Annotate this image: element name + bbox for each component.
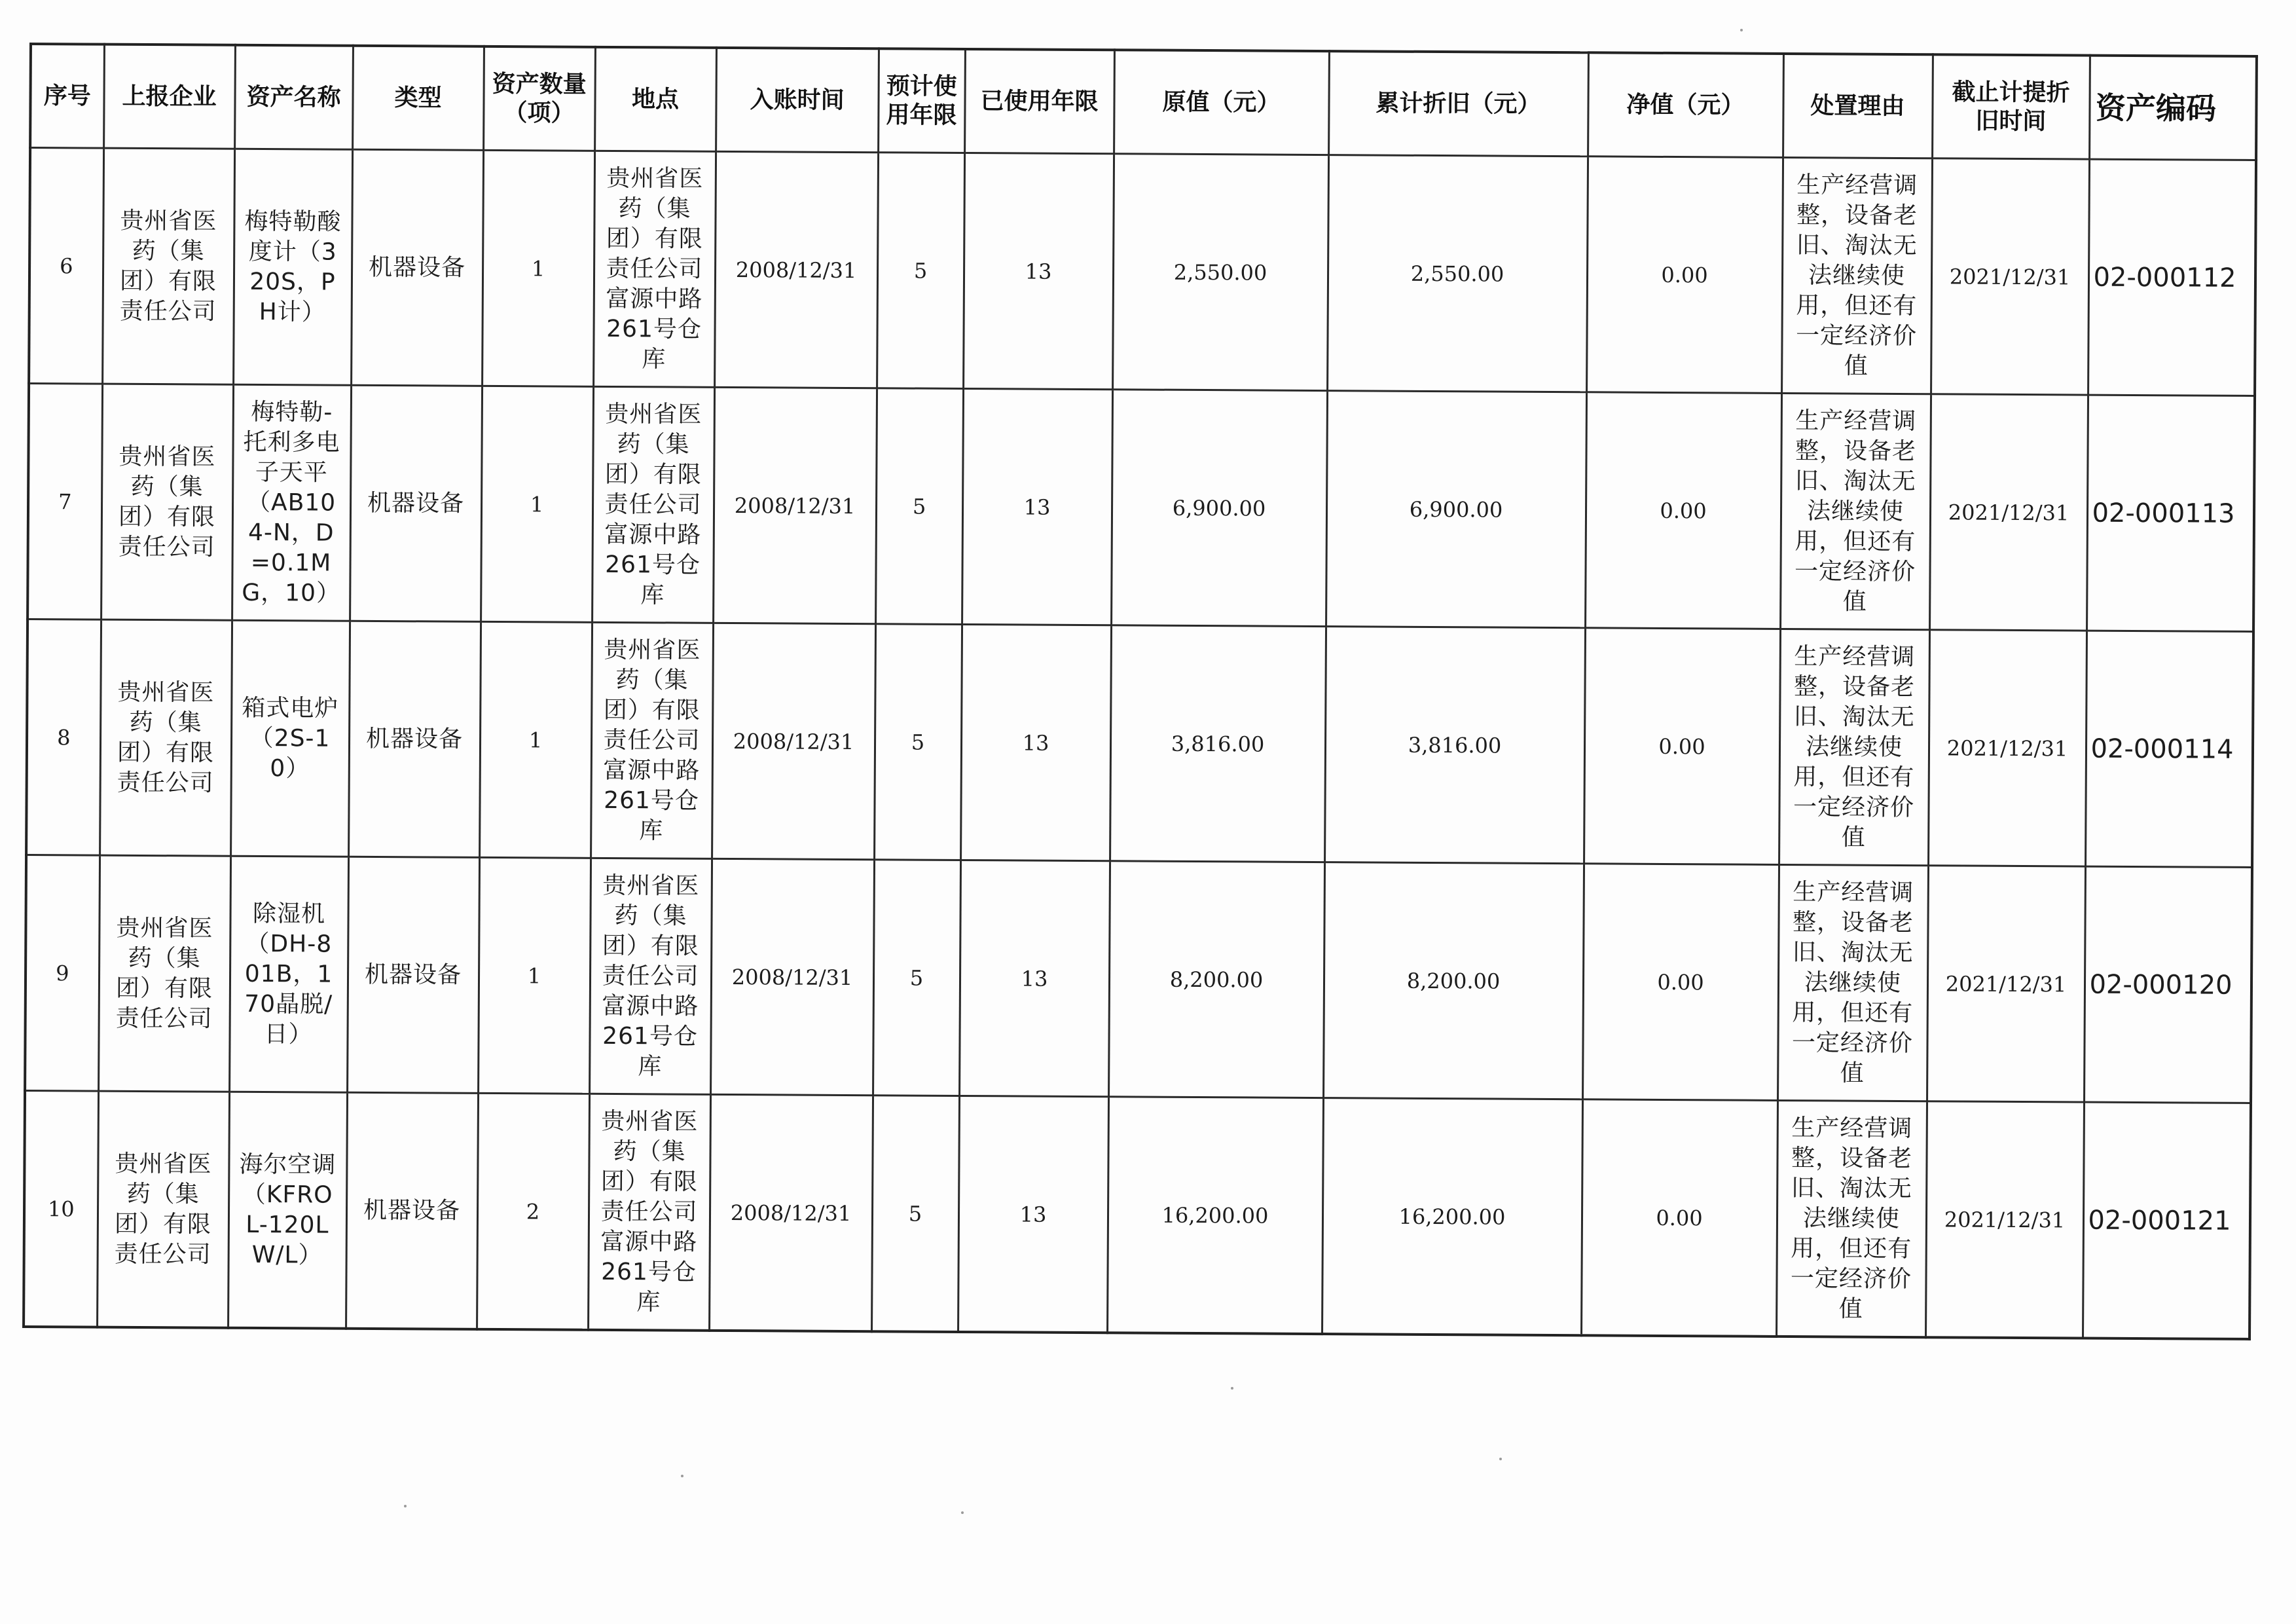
cell-original-value: 6,900.00 [1111,390,1327,627]
header-seq: 序号 [30,44,104,148]
cell-accumulated-depreciation: 16,200.00 [1322,1098,1582,1336]
header-disposal-reason: 处置理由 [1783,54,1933,158]
cell-original-value: 3,816.00 [1110,625,1326,862]
cell-asset-name: 海尔空调（KFROL-120LW/L） [228,1092,347,1328]
cell-seq: 6 [29,148,103,384]
cell-seq: 10 [24,1090,98,1327]
cell-booking-date: 2008/12/31 [710,858,874,1095]
cell-quantity: 1 [478,857,591,1094]
cell-original-value: 16,200.00 [1107,1097,1323,1334]
cell-used-years: 13 [958,1096,1108,1333]
header-type: 类型 [352,46,484,151]
cell-type: 机器设备 [348,621,481,857]
cell-asset-code: 02-000112 [2088,159,2256,396]
cell-accumulated-depreciation: 6,900.00 [1326,391,1586,628]
cell-asset-code: 02-000114 [2085,631,2253,867]
cell-asset-name: 梅特勒酸度计（320S，PH计） [233,149,352,385]
cell-booking-date: 2008/12/31 [713,387,877,623]
scan-speck [1499,1458,1502,1460]
cell-used-years: 13 [960,624,1111,860]
cell-disposal-reason: 生产经营调整，设备老旧、淘汰无法继续使用，但还有一定经济价值 [1779,629,1929,865]
cell-expected-life: 5 [875,388,963,625]
header-asset-name: 资产名称 [234,45,353,150]
cell-company: 贵州省医药（集团）有限责任公司 [100,619,232,856]
cell-depreciation-end: 2021/12/31 [1928,630,2086,866]
cell-accumulated-depreciation: 3,816.00 [1324,627,1585,864]
cell-seq: 7 [27,384,102,620]
cell-expected-life: 5 [877,153,964,389]
cell-asset-name: 梅特勒-托利多电子天平（AB104-N，D=0.1MG，10） [232,384,351,621]
cell-booking-date: 2008/12/31 [712,623,875,859]
cell-asset-code: 02-000121 [2083,1102,2251,1339]
cell-quantity: 1 [479,621,592,858]
table-row [25,855,2252,1103]
scan-speck [961,1511,964,1514]
cell-disposal-reason: 生产经营调整，设备老旧、淘汰无法继续使用，但还有一定经济价值 [1780,393,1931,629]
cell-company: 贵州省医药（集团）有限责任公司 [101,384,233,620]
cell-expected-life: 5 [873,860,960,1096]
scan-speck [681,1475,683,1477]
cell-accumulated-depreciation: 8,200.00 [1323,862,1584,1099]
cell-location: 贵州省医药（集团）有限责任公司富源中路261号仓库 [588,1094,710,1331]
cell-location: 贵州省医药（集团）有限责任公司富源中路261号仓库 [593,151,716,387]
header-accumulated-depreciation: 累计折旧（元） [1328,51,1588,157]
cell-depreciation-end: 2021/12/31 [1925,1101,2084,1338]
cell-booking-date: 2008/12/31 [709,1094,873,1331]
cell-type: 机器设备 [351,149,483,386]
cell-net-value: 0.00 [1581,1099,1777,1337]
cell-depreciation-end: 2021/12/31 [1931,158,2089,395]
asset-disposal-table [22,43,2258,1340]
cell-disposal-reason: 生产经营调整，设备老旧、淘汰无法继续使用，但还有一定经济价值 [1781,157,1932,394]
header-net-value: 净值（元） [1588,52,1783,157]
cell-quantity: 1 [481,386,593,622]
scan-speck [404,1505,407,1507]
cell-net-value: 0.00 [1582,864,1779,1101]
cell-original-value: 8,200.00 [1108,861,1324,1098]
table-row [24,1090,2251,1338]
cell-asset-name: 除湿机（DH-801B，170晶脱/日） [229,856,348,1092]
asset-disposal-sheet [22,43,2255,1340]
table-row [29,148,2256,396]
cell-net-value: 0.00 [1586,157,1783,394]
table-row [27,384,2255,632]
header-depreciation-end: 截止计提折 旧时间 [1932,54,2090,159]
scan-speck [1231,1387,1233,1390]
cell-depreciation-end: 2021/12/31 [1929,394,2088,631]
scan-speck [1740,29,1743,31]
cell-company: 贵州省医药（集团）有限责任公司 [98,855,230,1092]
header-expected-life: 预计使 用年限 [878,48,965,153]
cell-seq: 8 [26,619,101,855]
cell-quantity: 1 [482,150,594,386]
cell-original-value: 2,550.00 [1112,154,1328,391]
header-booking-date: 入账时间 [716,48,879,153]
cell-expected-life: 5 [871,1096,959,1332]
cell-disposal-reason: 生产经营调整，设备老旧、淘汰无法继续使用，但还有一定经济价值 [1776,1100,1927,1337]
cell-net-value: 0.00 [1585,392,1781,629]
cell-type: 机器设备 [350,385,482,621]
cell-depreciation-end: 2021/12/31 [1927,866,2085,1102]
cell-used-years: 13 [963,153,1114,389]
header-company: 上报企业 [103,45,235,149]
cell-type: 机器设备 [347,857,479,1093]
cell-disposal-reason: 生产经营调整，设备老旧、淘汰无法继续使用，但还有一定经济价值 [1777,864,1928,1101]
cell-location: 贵州省医药（集团）有限责任公司富源中路261号仓库 [591,622,713,858]
cell-asset-code: 02-000120 [2084,866,2252,1103]
cell-used-years: 13 [962,388,1112,625]
cell-booking-date: 2008/12/31 [714,151,878,388]
cell-asset-code: 02-000113 [2086,395,2255,631]
cell-type: 机器设备 [346,1092,478,1329]
header-row [30,44,2257,160]
cell-used-years: 13 [959,860,1110,1096]
cell-net-value: 0.00 [1584,628,1780,865]
cell-asset-name: 箱式电炉（2S-10） [230,620,350,857]
table-row [26,619,2253,867]
cell-seq: 9 [25,855,100,1091]
cell-expected-life: 5 [874,624,962,860]
header-quantity: 资产数量 （项） [483,46,595,151]
cell-company: 贵州省医药（集团）有限责任公司 [102,148,234,384]
cell-location: 贵州省医药（集团）有限责任公司富源中路261号仓库 [589,858,712,1094]
header-original-value: 原值（元） [1114,50,1329,155]
header-asset-code: 资产编码 [2089,56,2257,160]
cell-company: 贵州省医药（集团）有限责任公司 [97,1091,229,1328]
header-used-years: 已使用年限 [964,49,1114,154]
cell-accumulated-depreciation: 2,550.00 [1327,155,1588,392]
header-location: 地点 [594,47,716,152]
cell-location: 贵州省医药（集团）有限责任公司富源中路261号仓库 [592,386,714,623]
cell-quantity: 2 [477,1093,589,1329]
